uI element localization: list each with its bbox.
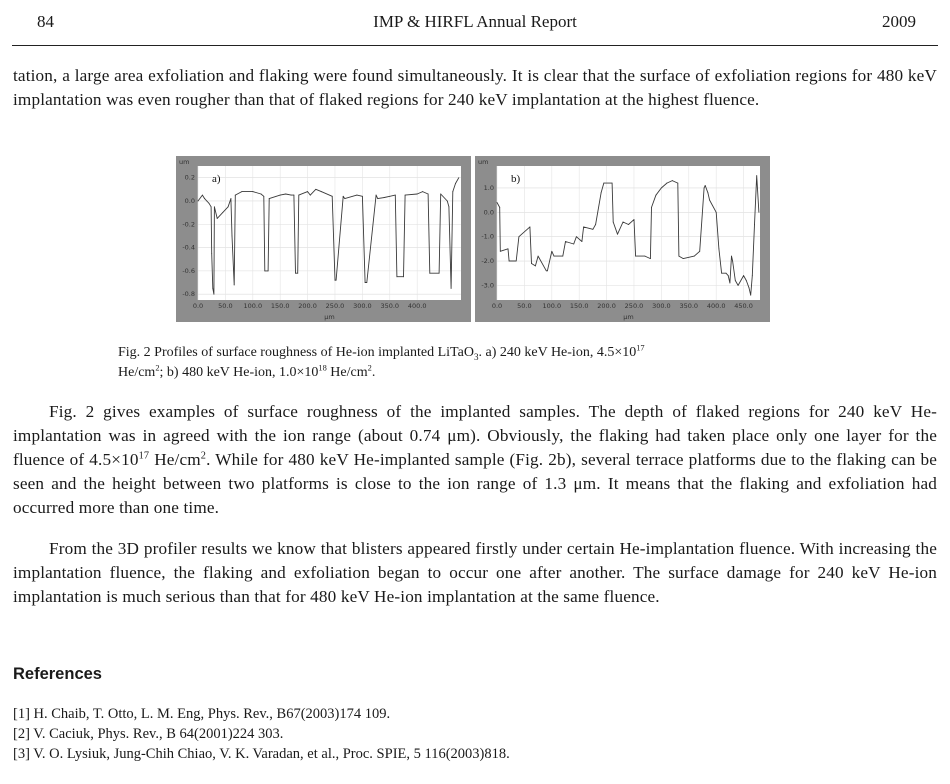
profile-point — [417, 194, 418, 195]
x-axis-label: μm — [623, 313, 634, 321]
profile-point — [234, 284, 235, 285]
profile-point — [749, 287, 750, 288]
profile-point — [293, 195, 294, 196]
y-tick-label: -0.2 — [182, 220, 195, 229]
x-tick-label: 0.0 — [491, 302, 503, 310]
profile-point — [298, 195, 299, 196]
profile-point — [452, 191, 453, 192]
profile-point — [395, 195, 396, 196]
y-tick-label: -0.4 — [182, 243, 195, 252]
profile-point — [705, 185, 706, 186]
profile-point — [704, 187, 705, 188]
profile-point — [232, 235, 233, 236]
profile-point — [263, 196, 264, 197]
figure-panel-b — [475, 156, 770, 322]
reference-item: [2] V. Caciuk, Phys. Rev., B 64(2001)224 303. — [13, 726, 284, 742]
profile-point — [573, 244, 574, 245]
profile-point — [235, 195, 236, 196]
profile-point — [204, 198, 205, 199]
profile-point — [554, 256, 555, 257]
profile-point — [230, 198, 231, 199]
profile-point — [206, 201, 207, 202]
profile-point — [376, 195, 377, 196]
profile-point — [731, 256, 732, 257]
y-tick-label: -0.8 — [182, 290, 195, 299]
profile-point — [212, 288, 213, 289]
x-tick-label: 150.0 — [270, 302, 290, 310]
profile-point — [377, 198, 378, 199]
profile-point — [683, 258, 684, 259]
profile-point — [746, 280, 747, 281]
profile-point — [738, 285, 739, 286]
profile-point — [280, 195, 281, 196]
profile-point — [499, 207, 500, 208]
x-axis-label: μm — [324, 313, 335, 321]
profile-point — [222, 212, 223, 213]
profile-point — [635, 256, 636, 257]
profile-point — [403, 276, 404, 277]
profile-point — [344, 198, 345, 199]
y-unit-label: um — [478, 158, 489, 166]
profile-point — [728, 275, 729, 276]
profile-point — [291, 195, 292, 196]
x-tick-label: 400.0 — [407, 302, 427, 310]
profile-point — [211, 253, 212, 254]
figure-caption: Fig. 2 Profiles of surface roughness of He-ion implanted LiTaO$_3$. a) 240 keV He-ion, $4.5\times 10^{17}$ $He/cm^2$; b) 480 keV He-ion, $1.0\times 10^{18}$ $He/cm^2$. — [118, 343, 645, 380]
profile-point — [458, 177, 459, 178]
profile-point — [448, 206, 449, 207]
profile-point — [310, 195, 311, 196]
profile-point — [752, 275, 753, 276]
profile-point — [518, 236, 519, 237]
profile-point — [592, 229, 593, 230]
profile-point — [264, 270, 265, 271]
profile-point — [428, 194, 429, 195]
y-tick-label: 0.0 — [483, 208, 494, 217]
profile-point — [595, 224, 596, 225]
profile-point — [718, 248, 719, 249]
profile-point — [335, 280, 336, 281]
y-tick-label: -0.6 — [182, 266, 195, 275]
profile-point — [547, 270, 548, 271]
profile-point — [628, 224, 629, 225]
reference-item: [1] H. Chaib, T. Otto, L. M. Eng, Phys. Rev., B67(2003)174 109. — [13, 706, 391, 722]
y-tick-label: 0.2 — [184, 173, 195, 182]
x-tick-label: 100.0 — [542, 302, 562, 310]
profile-point — [729, 282, 730, 283]
profile-point — [716, 212, 717, 213]
profile-point — [613, 222, 614, 223]
page-number: 84 — [37, 12, 54, 31]
profile-point — [678, 256, 679, 257]
x-tick-label: 200.0 — [298, 302, 317, 310]
profile-point — [295, 273, 296, 274]
profile-point — [677, 183, 678, 184]
profile-point — [529, 226, 530, 227]
header-rule — [12, 45, 938, 46]
profile-point — [743, 275, 744, 276]
profile-point — [754, 224, 755, 225]
paragraph-3: From the 3D profiler results we know that blisters appeared firstly under certain He-implantation fluence. With increasing the implantation fluence, the flaking and exfoliation began to occur one after another. The surface damage for 240 keV He-ion implantation is much serious than that for 480 keV He-ion implantation at the same fluence. — [13, 539, 937, 606]
x-tick-label: 400.0 — [706, 302, 726, 310]
profile-point — [356, 195, 357, 196]
profile-point — [405, 195, 406, 196]
profile-point — [297, 273, 298, 274]
report-year: 2009 — [882, 12, 916, 31]
profile-point — [612, 183, 613, 184]
profile-point — [583, 226, 584, 227]
x-tick-label: 450.0 — [734, 302, 753, 310]
profile-point — [211, 206, 212, 207]
profile-point — [366, 282, 367, 283]
profile-point — [217, 218, 218, 219]
roughness-chart-b — [475, 156, 770, 322]
profile-point — [422, 191, 423, 192]
profile-point — [565, 241, 566, 242]
paragraph-1: tation, a large area exfoliation and flaking were found simultaneously. It is clear that the surface of exfoliation regions for 480 keV implantation was even rougher than that of flaked regions for 240 keV implantation at the highest fluence. — [13, 66, 937, 109]
profile-point — [447, 201, 448, 202]
x-tick-label: 150.0 — [569, 302, 589, 310]
roughness-chart-a — [176, 156, 471, 322]
profile-point — [726, 273, 727, 274]
profile-point — [721, 273, 722, 274]
y-tick-label: -1.0 — [481, 232, 494, 241]
profile-point — [750, 295, 751, 296]
profile-point — [516, 261, 517, 262]
profile-point — [601, 192, 602, 193]
x-tick-label: 0.0 — [192, 302, 204, 310]
x-tick-label: 350.0 — [679, 302, 699, 310]
profile-point — [439, 273, 440, 274]
x-tick-label: 300.0 — [652, 302, 671, 310]
profile-point — [508, 248, 509, 249]
journal-title: IMP & HIRFL Annual Report — [373, 12, 577, 31]
panel-label: a) — [212, 173, 221, 185]
x-tick-label: 50.0 — [218, 302, 233, 310]
profile-point — [365, 282, 366, 283]
x-tick-label: 200.0 — [597, 302, 616, 310]
page-header — [0, 12, 950, 38]
y-unit-label: um — [179, 158, 190, 166]
profile-point — [538, 256, 539, 257]
panel-label: b) — [511, 173, 521, 185]
profile-point — [336, 280, 337, 281]
profile-point — [546, 270, 547, 271]
profile-point — [429, 273, 430, 274]
x-tick-label: 250.0 — [624, 302, 644, 310]
references-heading: References — [13, 665, 102, 683]
profile-point — [214, 206, 215, 207]
profile-point — [198, 201, 199, 202]
profile-point — [509, 261, 510, 262]
profile-point — [581, 241, 582, 242]
profile-point — [384, 197, 385, 198]
profile-point — [455, 183, 456, 184]
profile-point — [268, 270, 269, 271]
profile-point — [269, 198, 270, 199]
profile-point — [389, 196, 390, 197]
profile-point — [617, 234, 618, 235]
profile-point — [666, 183, 667, 184]
profile-point — [202, 195, 203, 196]
profile-point — [644, 256, 645, 257]
profile-point — [332, 196, 333, 197]
y-tick-label: -2.0 — [481, 257, 494, 266]
profile-point — [576, 236, 577, 237]
profile-point — [362, 196, 363, 197]
x-tick-label: 250.0 — [325, 302, 345, 310]
profile-point — [321, 191, 322, 192]
profile-point — [500, 251, 501, 252]
profile-point — [651, 207, 652, 208]
profile-point — [699, 251, 700, 252]
profile-point — [228, 206, 229, 207]
profile-point — [307, 191, 308, 192]
profile-point — [707, 192, 708, 193]
profile-point — [396, 276, 397, 277]
profile-point — [634, 219, 635, 220]
profile-point — [451, 288, 452, 289]
x-tick-label: 300.0 — [353, 302, 372, 310]
profile-point — [661, 187, 662, 188]
profile-point — [623, 222, 624, 223]
profile-point — [756, 175, 757, 176]
profile-point — [694, 256, 695, 257]
profile-point — [285, 194, 286, 195]
profile-point — [672, 180, 673, 181]
y-tick-label: -3.0 — [481, 281, 494, 290]
profile-point — [343, 196, 344, 197]
profile-point — [603, 183, 604, 184]
profile-point — [732, 261, 733, 262]
profile-point — [213, 294, 214, 295]
x-tick-label: 350.0 — [380, 302, 400, 310]
profile-point — [261, 194, 262, 195]
profile-point — [562, 256, 563, 257]
profile-point — [315, 189, 316, 190]
profile-point — [535, 265, 536, 266]
y-tick-label: 0.0 — [184, 196, 195, 205]
x-tick-label: 50.0 — [517, 302, 532, 310]
reference-item: [3] V. O. Lysiuk, Jung-Chih Chiao, V. K. Varadan, et al., Proc. SPIE, 5 116(2003)818. — [13, 746, 510, 762]
profile-point — [241, 191, 242, 192]
profile-point — [655, 195, 656, 196]
plot-area — [198, 166, 461, 300]
profile-point — [531, 263, 532, 264]
profile-point — [497, 202, 498, 203]
y-tick-label: 1.0 — [483, 183, 494, 192]
references-list — [13, 704, 933, 764]
paragraph-2: Fig. 2 gives examples of surface roughness of the implanted samples. The depth of flaked regions for 240 keV He-implantation was in agreed with the ion range (about 0.74 μm). Obviously, the flaking had taken place only one layer for the fluence of $4.5\times 10^{17}$ $He/cm^2$. While for 480 keV He-implanted sample (Fig. 2b), several terrace platforms due to the flaking can be seen and the height between two platforms is close to the ion range of 1.3 μm. It means that the flaking and exfoliation had occurred more than one time. — [13, 402, 937, 517]
profile-point — [709, 200, 710, 201]
profile-point — [252, 191, 253, 192]
profile-point — [758, 212, 759, 213]
plot-area — [497, 166, 760, 300]
profile-point — [440, 194, 441, 195]
profile-point — [551, 251, 552, 252]
x-tick-label: 100.0 — [243, 302, 263, 310]
profile-point — [735, 280, 736, 281]
profile-point — [209, 203, 210, 204]
profile-point — [650, 258, 651, 259]
figure-panel-a — [176, 156, 471, 322]
